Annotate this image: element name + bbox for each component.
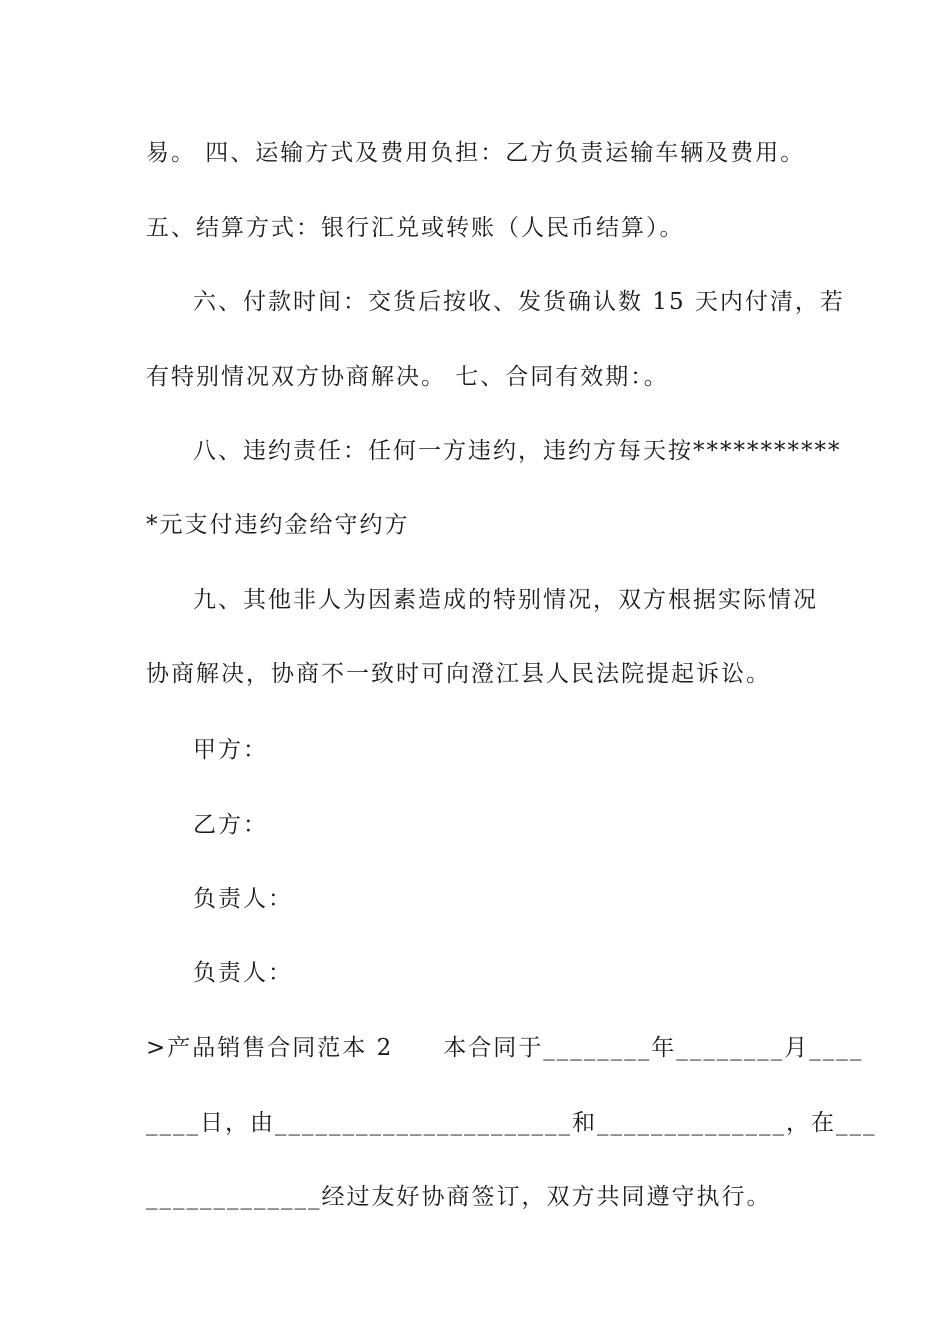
text-line-3: 六、付款时间：交货后按收、发货确认数 15 天内付清，若 bbox=[193, 289, 845, 315]
party-a-label: 甲方： bbox=[193, 737, 268, 763]
text-line-13: >产品销售合同范本 2 本合同于________年________月____ bbox=[146, 1035, 864, 1061]
text-line-15: _____________经过友好协商签订，双方共同遵守执行。 bbox=[146, 1184, 772, 1210]
text-line-7: 九、其他非人为因素造成的特别情况，双方根据实际情况 bbox=[193, 587, 818, 613]
party-b-label: 乙方： bbox=[193, 812, 268, 838]
text-line-5: 八、违约责任：任何一方违约，违约方每天按*********** bbox=[193, 438, 842, 464]
text-line-1: 易。 四、运输方式及费用负担：乙方负责运输车辆及费用。 bbox=[146, 140, 806, 166]
text-line-6: *元支付违约金给守约方 bbox=[146, 512, 410, 538]
text-line-8: 协商解决，协商不一致时可向澄江县人民法院提起诉讼。 bbox=[146, 661, 771, 687]
text-line-2: 五、结算方式：银行汇兑或转账（人民币结算）。 bbox=[146, 215, 685, 241]
responsible-person-label-2: 负责人： bbox=[193, 960, 293, 986]
text-line-4: 有特别情况双方协商解决。 七、合同有效期：。 bbox=[146, 364, 669, 390]
text-line-14: ____日，由______________________和______________，在___ bbox=[146, 1110, 877, 1136]
responsible-person-label-1: 负责人： bbox=[193, 886, 293, 912]
